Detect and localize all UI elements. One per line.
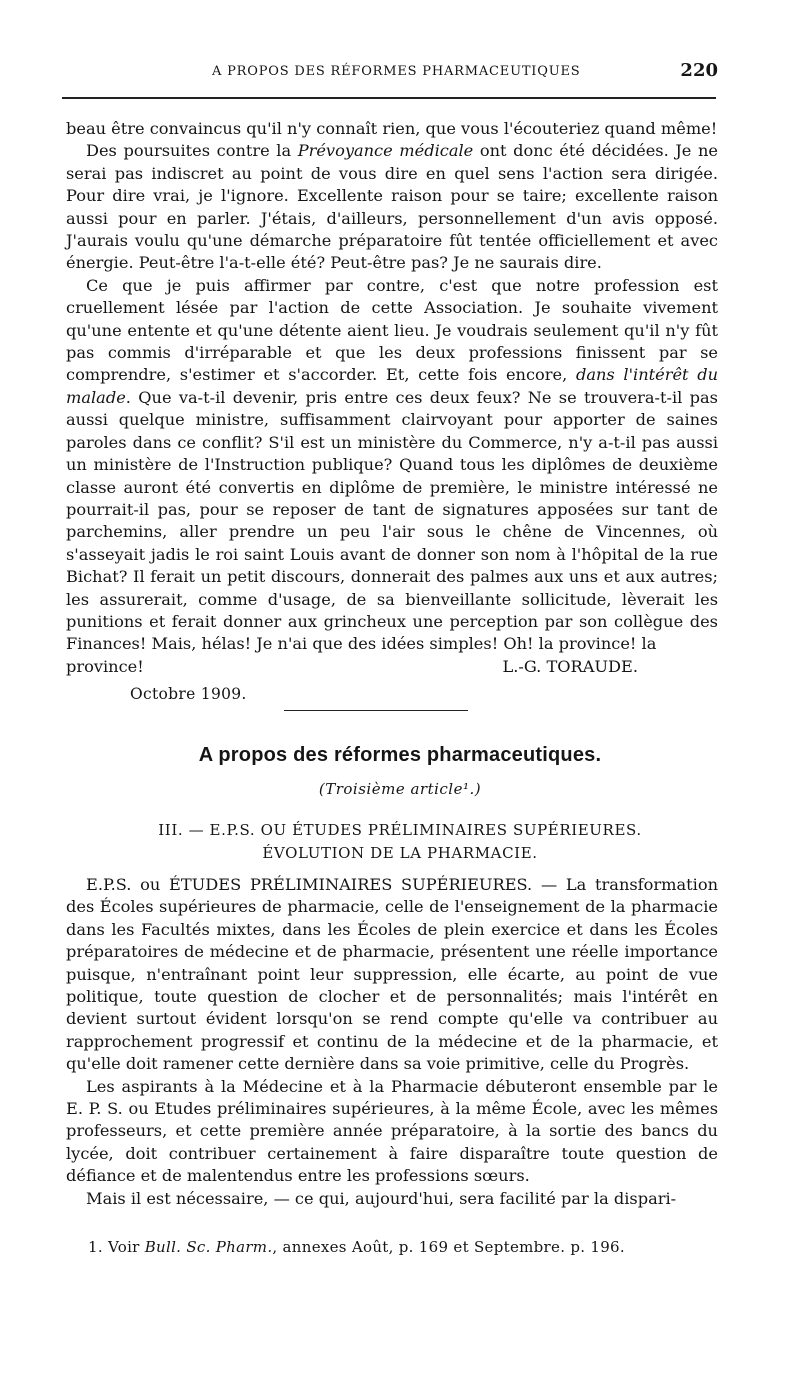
running-title: A PROPOS DES RÉFORMES PHARMACEUTIQUES: [212, 64, 581, 79]
running-header: [62, 60, 722, 86]
section-subheading: ÉVOLUTION DE LA PHARMACIE.: [262, 844, 538, 862]
paragraph: Mais il est nécessaire, — ce qui, aujourd'hui, sera facilité par la dispari-: [86, 1188, 677, 1208]
article-subtitle: (Troisième article¹.): [318, 780, 482, 798]
page-number: 220: [680, 60, 718, 81]
paragraph: E.P.S. ou ÉTUDES PRÉLIMINAIRES SUPÉRIEURES. — La transformation des Écoles supérieures de pharmacie, celle de l'enseignement de la pharmacie dans les Facultés mixtes, dans les Écoles de plein exercice et dans les Écoles préparatoires de médecine et de pharmacie, présentent une réelle importance puisque, n'entraînant point leur suppression, elle écarte, au point de vue politique, toute question de clocher et de personnalités; mais l'intérêt en devient surtout évident lorsqu'on se rend compte qu'elle va contribuer au rapprochement progressif et continu de la médecine et de la pharmacie, et qu'elle doit ramener cette dernière dans sa voie primitive, celle du Progrès.: [66, 875, 719, 1074]
signature: L.-G. TORAUDE.: [502, 656, 638, 676]
paragraph: Des poursuites contre la Prévoyance médicale ont donc été décidées. Je ne serai pas indiscret au point de vous dire en quel sens l'action sera dirigée. Pour dire vrai, je l'ignore. Excellente raison pour se taire; excellente raison aussi pour en parler. J'étais, d'ailleurs, personnellement d'un avis opposé. J'aurais voulu qu'une démarche préparatoire fût tentée officiellement et avec énergie. Peut-être l'a-t-elle été? Peut-être pas? Je ne saurais dire.: [66, 141, 718, 273]
footnote: 1. Voir Bull. Sc. Pharm., annexes Août, p. 169 et Septembre. p. 196.: [88, 1238, 625, 1256]
previous-article-text: [66, 118, 718, 678]
paragraph: beau être convaincus qu'il n'y connaît rien, que vous l'écouteriez quand même!: [66, 119, 718, 138]
separator-rule: [284, 710, 468, 711]
lead-in: E.P.S. ou ÉTUDES PRÉLIMINAIRES SUPÉRIEURES.: [86, 875, 533, 894]
italic-phrase: Prévoyance médicale: [297, 141, 474, 161]
article-title: A propos des réformes pharmaceutiques.: [198, 744, 602, 766]
signature-line: province! L.-G. TORAUDE.: [66, 656, 718, 678]
date-line: Octobre 1909.: [130, 685, 247, 703]
section-heading: III. — E.P.S. OU ÉTUDES PRÉLIMINAIRES SUPÉRIEURES.: [158, 821, 642, 839]
paragraph: Ce que je puis affirmer par contre, c'est que notre profession est cruellement lésée par l'action de cette Association. Je souhaite vivement qu'une entente et qu'une détente aient lieu. Je voudrais seulement qu'il n'y fût pas commis d'irréparable et que les deux professions finissent par se comprendre, s'estimer et s'accorder. Et, cette fois encore, dans l'intérêt du malade. Que va-t-il devenir, pris entre ces deux feux? Ne se trouvera-t-il pas aussi quelque ministre, suffisamment clairvoyant pour apporter de saines paroles dans ce conflit? S'il est un ministère du Commerce, n'y a-t-il pas aussi un ministère de l'Instruction publique? Quand tous les diplômes de deuxième classe auront été convertis en diplôme de première, le ministre intéressé ne pourrait-il pas, pour se reposer de tant de signatures apposées sur tant de parchemins, aller prendre un peu l'air sous le chêne de Vincennes, où s'asseyait jadis le roi saint Louis avant de donner son nom à l'hôpital de la rue Bichat? Il ferait un petit discours, donnerait des palmes aux uns et aux autres; les assurerait, comme d'usage, de sa bienveillante sollicitude, lèverait les punitions et ferait donner aux grincheux une perception par son collègue des Finances! Mais, hélas! Je n'ai que des idées simples! Oh! la province! la: [66, 275, 718, 654]
paragraph: Les aspirants à la Médecine et à la Pharmacie débuteront ensemble par le E. P. S. ou Etudes préliminaires supérieures, à la même École, avec les mêmes professeurs, et cette première année préparatoire, à la sortie des bancs du lycée, doit contribuer certainement à faire disparaître toute question de défiance et de malentendus entre les professions sœurs.: [66, 1076, 718, 1186]
journal-title: Bull. Sc. Pharm.: [144, 1238, 273, 1256]
header-rule: [62, 97, 716, 99]
article-body: [66, 874, 718, 1210]
italic-phrase: dans l'intérêt du malade: [66, 365, 718, 407]
